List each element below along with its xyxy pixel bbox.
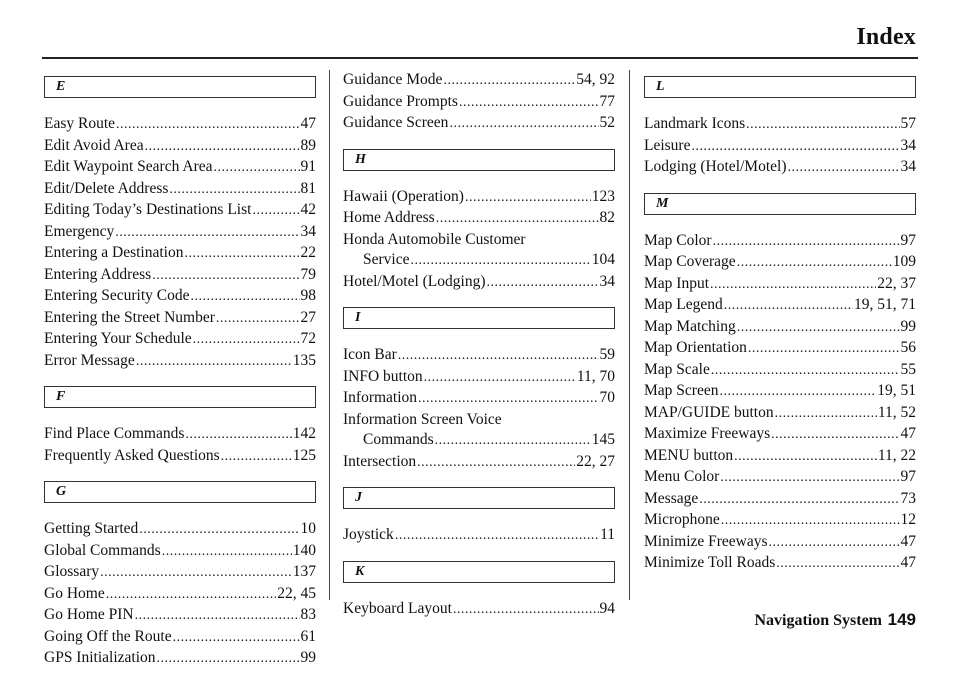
dot-leader <box>115 223 299 244</box>
index-entry <box>44 200 316 222</box>
dot-leader <box>398 346 599 367</box>
index-section <box>44 386 316 467</box>
index-entry <box>44 308 316 330</box>
index-entry-label: Menu Color <box>644 468 720 485</box>
dot-leader <box>418 389 598 410</box>
index-entry-label: Guidance Prompts <box>343 92 458 110</box>
index-entry-label: Microphone <box>644 511 720 528</box>
index-entry-label: Go Home PIN <box>44 606 134 623</box>
index-entry <box>343 599 615 621</box>
dot-leader <box>106 585 277 606</box>
dot-leader <box>100 563 292 584</box>
dot-leader <box>713 232 900 253</box>
index-entry <box>44 265 316 287</box>
index-entry <box>44 584 316 606</box>
section-letter-header: L <box>644 76 916 98</box>
index-entry-label: Emergency <box>44 222 115 240</box>
dot-leader <box>487 273 599 294</box>
dot-leader <box>193 330 300 351</box>
footer-label: Navigation System <box>754 612 882 629</box>
index-entry-label: Entering Your Schedule <box>44 330 192 347</box>
index-entry <box>343 452 615 474</box>
dot-leader <box>699 490 899 511</box>
dot-leader <box>185 425 291 446</box>
index-entry-pages: 91 <box>300 158 316 175</box>
section-letter-header: E <box>44 76 316 98</box>
page-number: 149 <box>887 610 916 629</box>
index-entry <box>44 519 316 541</box>
index-entry <box>343 70 615 92</box>
dot-leader <box>721 511 900 532</box>
index-entry-pages: 61 <box>300 627 316 645</box>
index-entry-pages: 47 <box>900 425 916 442</box>
index-entry <box>343 208 615 230</box>
index-section <box>343 487 615 547</box>
index-entry-list <box>343 187 615 294</box>
dot-leader <box>719 382 876 403</box>
index-entry <box>343 410 615 431</box>
dot-leader <box>152 266 299 287</box>
section-letter-header: J <box>343 487 615 509</box>
index-entry-label: Map Scale <box>644 360 710 378</box>
index-entry-label: Service <box>363 251 410 268</box>
index-entry-label: Landmark Icons <box>644 115 746 132</box>
index-entry <box>44 627 316 649</box>
dot-leader <box>169 180 299 201</box>
index-entry <box>343 250 615 272</box>
index-entry <box>644 532 916 554</box>
index-entry <box>44 605 316 627</box>
index-entry <box>644 403 916 425</box>
dot-leader <box>459 93 599 114</box>
index-entry-pages: 11, 22 <box>877 446 916 464</box>
index-entry-pages: 11, 70 <box>576 367 615 385</box>
dot-leader <box>136 352 292 373</box>
index-entry <box>343 367 615 389</box>
index-entry-pages: 42 <box>300 201 316 218</box>
index-entry-label: Go Home <box>44 584 105 602</box>
dot-leader <box>776 554 899 575</box>
index-entry-label: MAP/GUIDE button <box>644 403 774 421</box>
index-entry-label: Minimize Toll Roads <box>644 554 776 571</box>
index-entry-pages: 97 <box>900 231 916 249</box>
index-entry-label: Global Commands <box>44 541 161 559</box>
index-entry-pages: 57 <box>900 115 916 132</box>
index-entry-list <box>343 70 615 135</box>
index-entry <box>644 510 916 532</box>
index-section <box>343 561 615 621</box>
page-title: Index <box>856 24 916 50</box>
dot-leader <box>734 447 877 468</box>
index-entry <box>644 157 916 179</box>
index-entry-label: Leisure <box>644 136 691 154</box>
index-entry-pages: 19, 51 <box>877 382 916 399</box>
index-entry-label: Edit Avoid Area <box>44 136 144 154</box>
section-letter-header: M <box>644 193 916 215</box>
index-entry-label: Information <box>343 389 418 406</box>
index-entry <box>644 467 916 489</box>
index-entry-pages: 59 <box>599 346 615 363</box>
dot-leader <box>410 251 590 272</box>
index-entry-label: MENU button <box>644 446 734 464</box>
index-entry <box>644 338 916 360</box>
index-entry <box>644 317 916 339</box>
dot-leader <box>746 115 899 136</box>
index-entry-label: Message <box>644 489 699 507</box>
index-entry <box>343 230 615 251</box>
index-entry-pages: 34 <box>900 136 916 154</box>
index-section <box>44 76 316 372</box>
index-entry-pages: 22, 37 <box>877 274 916 292</box>
index-entry-label: Going Off the Route <box>44 627 172 645</box>
index-entry-pages: 83 <box>300 606 316 623</box>
dot-leader <box>443 71 575 92</box>
index-entry <box>44 351 316 373</box>
index-entry <box>343 187 615 209</box>
dot-leader <box>775 404 877 425</box>
index-entry-pages: 99 <box>900 317 916 335</box>
section-letter-header: H <box>343 149 615 171</box>
index-entry-label: Map Input <box>644 274 710 292</box>
index-entry-list <box>44 114 316 372</box>
dot-leader <box>221 447 292 468</box>
index-entry-label: Commands <box>363 431 434 448</box>
index-column-3 <box>644 70 916 589</box>
index-entry <box>644 114 916 136</box>
index-entry-pages: 123 <box>591 187 615 205</box>
index-entry-pages: 99 <box>300 649 316 666</box>
index-entry-label: Map Matching <box>644 317 736 335</box>
index-entry <box>644 553 916 575</box>
index-entry <box>44 541 316 563</box>
index-entry-label: Entering the Street Number <box>44 308 215 326</box>
index-entry <box>44 136 316 158</box>
dot-leader <box>173 628 300 649</box>
index-entry-label: Entering Security Code <box>44 287 190 304</box>
index-entry-pages: 145 <box>591 431 615 448</box>
index-entry-pages: 10 <box>300 520 316 537</box>
dot-leader <box>162 542 292 563</box>
index-entry <box>44 329 316 351</box>
section-letter-header: F <box>44 386 316 408</box>
index-entry-pages: 98 <box>300 287 316 304</box>
index-entry-pages: 55 <box>900 360 916 378</box>
index-entry-label: Information Screen Voice <box>343 410 502 428</box>
dot-leader <box>691 137 899 158</box>
index-entry <box>44 648 316 670</box>
dot-leader <box>769 533 900 554</box>
index-entry <box>44 243 316 265</box>
index-entry-pages: 34 <box>300 222 316 240</box>
index-entry-pages: 47 <box>900 554 916 571</box>
index-entry-label: Minimize Freeways <box>644 532 768 550</box>
index-entry-pages: 19, 51, 71 <box>854 296 916 313</box>
index-section <box>343 70 615 135</box>
index-entry-pages: 12 <box>900 511 916 528</box>
index-entry-pages: 22, 27 <box>576 452 615 470</box>
index-column-1 <box>44 70 316 684</box>
index-section <box>343 149 615 294</box>
index-section <box>644 76 916 179</box>
dot-leader <box>424 368 576 389</box>
index-entry-label: Map Color <box>644 231 712 249</box>
index-entry-pages: 73 <box>900 489 916 507</box>
section-letter-header: K <box>343 561 615 583</box>
index-entry-label: Edit Waypoint Search Area <box>44 158 213 175</box>
index-entry-pages: 94 <box>599 599 615 617</box>
index-entry-pages: 22 <box>300 244 316 261</box>
dot-leader <box>139 520 299 541</box>
index-entry-pages: 82 <box>599 209 615 226</box>
dot-leader <box>157 649 300 670</box>
index-entry-pages: 47 <box>900 532 916 550</box>
index-entry-pages: 77 <box>599 92 615 110</box>
dot-leader <box>748 339 900 360</box>
index-entry <box>644 424 916 446</box>
index-entry <box>343 345 615 367</box>
index-entry <box>644 231 916 253</box>
index-entry-label: Find Place Commands <box>44 425 185 442</box>
index-entry-label: Icon Bar <box>343 346 397 363</box>
index-entry <box>44 424 316 446</box>
column-divider <box>329 70 330 600</box>
index-entry <box>44 157 316 179</box>
dot-leader <box>184 244 299 265</box>
index-entry-list <box>644 114 916 179</box>
dot-leader <box>771 425 899 446</box>
index-entry-pages: 72 <box>300 330 316 347</box>
index-entry-label: Entering Address <box>44 265 152 283</box>
dot-leader <box>436 209 599 230</box>
index-entry <box>644 381 916 403</box>
index-entry-label: Intersection <box>343 452 417 470</box>
dot-leader <box>214 158 300 179</box>
index-entry <box>44 114 316 136</box>
index-entry-label: Guidance Mode <box>343 71 443 88</box>
index-entry <box>44 179 316 201</box>
index-entry-list <box>343 345 615 473</box>
index-entry <box>44 446 316 468</box>
index-entry-pages: 54, 92 <box>576 71 615 88</box>
index-entry-list <box>44 424 316 467</box>
index-entry-label: Entering a Destination <box>44 244 184 261</box>
index-entry-pages: 22, 45 <box>277 584 316 602</box>
index-entry-pages: 34 <box>599 272 615 290</box>
index-entry-label: Frequently Asked Questions <box>44 446 220 464</box>
index-section <box>343 307 615 473</box>
index-entry <box>343 525 615 547</box>
index-entry <box>343 92 615 114</box>
index-entry-pages: 47 <box>300 115 316 132</box>
index-entry-label: GPS Initialization <box>44 649 156 666</box>
index-entry-label: Error Message <box>44 351 135 369</box>
index-entry-pages: 11, 52 <box>877 403 916 421</box>
dot-leader <box>711 361 900 382</box>
index-entry-label: Guidance Screen <box>343 114 449 131</box>
index-entry-pages: 109 <box>892 253 916 270</box>
index-entry-label: Joystick <box>343 526 394 543</box>
dot-leader <box>252 201 299 222</box>
index-entry-pages: 89 <box>300 136 316 154</box>
index-entry-label: Map Coverage <box>644 253 736 270</box>
dot-leader <box>720 468 899 489</box>
section-letter-header: G <box>44 481 316 503</box>
dot-leader <box>449 114 598 135</box>
index-entry-pages: 56 <box>900 339 916 356</box>
index-section <box>644 193 916 575</box>
dot-leader <box>788 158 900 179</box>
index-entry-pages: 81 <box>300 179 316 197</box>
section-letter-header: I <box>343 307 615 329</box>
dot-leader <box>135 606 300 627</box>
index-entry-pages: 27 <box>300 308 316 326</box>
index-entry-label: Home Address <box>343 209 435 226</box>
index-entry <box>343 430 615 452</box>
index-entry-pages: 70 <box>599 389 615 406</box>
index-entry <box>644 136 916 158</box>
dot-leader <box>737 318 900 339</box>
index-section <box>44 481 316 670</box>
index-entry-label: Map Screen <box>644 382 719 399</box>
index-entry-label: Lodging (Hotel/Motel) <box>644 158 787 175</box>
dot-leader <box>116 115 299 136</box>
dot-leader <box>465 188 591 209</box>
index-entry <box>644 489 916 511</box>
index-entry-label: Map Orientation <box>644 339 747 356</box>
dot-leader <box>216 309 300 330</box>
dot-leader <box>724 296 853 317</box>
index-entry <box>644 360 916 382</box>
index-entry <box>644 274 916 296</box>
index-entry <box>644 446 916 468</box>
index-entry-pages: 142 <box>292 425 316 442</box>
index-entry-list <box>343 599 615 621</box>
index-entry <box>343 272 615 294</box>
index-entry-label: Easy Route <box>44 115 116 132</box>
index-entry-pages: 11 <box>600 526 615 543</box>
dot-leader <box>145 137 300 158</box>
index-entry-label: Edit/Delete Address <box>44 179 169 197</box>
dot-leader <box>453 600 599 621</box>
index-entry-label: Glossary <box>44 563 100 580</box>
dot-leader <box>435 431 591 452</box>
index-entry <box>644 252 916 274</box>
index-entry <box>343 388 615 410</box>
index-entry-label: Map Legend <box>644 296 723 313</box>
index-entry-pages: 79 <box>300 265 316 283</box>
index-entry <box>44 562 316 584</box>
dot-leader <box>737 253 892 274</box>
dot-leader <box>417 453 575 474</box>
dot-leader <box>191 287 300 308</box>
column-divider <box>629 70 630 600</box>
dot-leader <box>395 526 599 547</box>
index-entry-pages: 140 <box>292 541 316 559</box>
index-entry-pages: 137 <box>292 563 316 580</box>
index-entry-pages: 125 <box>292 446 316 464</box>
index-entry-pages: 104 <box>591 251 615 268</box>
title-divider <box>42 57 918 59</box>
index-entry <box>343 113 615 135</box>
index-entry-pages: 135 <box>292 351 316 369</box>
index-entry-label: Hawaii (Operation) <box>343 187 464 205</box>
index-entry-list <box>44 519 316 670</box>
index-entry-label: Honda Automobile Customer <box>343 230 526 248</box>
index-entry-label: Editing Today’s Destinations List <box>44 201 252 218</box>
index-entry-label: Getting Started <box>44 520 139 537</box>
index-entry-pages: 97 <box>900 468 916 485</box>
index-entry-label: Maximize Freeways <box>644 425 771 442</box>
index-entry-label: INFO button <box>343 367 423 385</box>
index-entry-label: Keyboard Layout <box>343 599 452 617</box>
dot-leader <box>710 275 876 296</box>
index-entry-list <box>343 525 615 547</box>
index-entry <box>44 286 316 308</box>
index-entry-label: Hotel/Motel (Lodging) <box>343 272 486 290</box>
index-entry <box>44 222 316 244</box>
index-entry-list <box>644 231 916 575</box>
index-entry <box>644 295 916 317</box>
index-column-2 <box>343 70 615 634</box>
index-entry-pages: 52 <box>599 114 615 131</box>
index-entry-pages: 34 <box>900 158 916 175</box>
